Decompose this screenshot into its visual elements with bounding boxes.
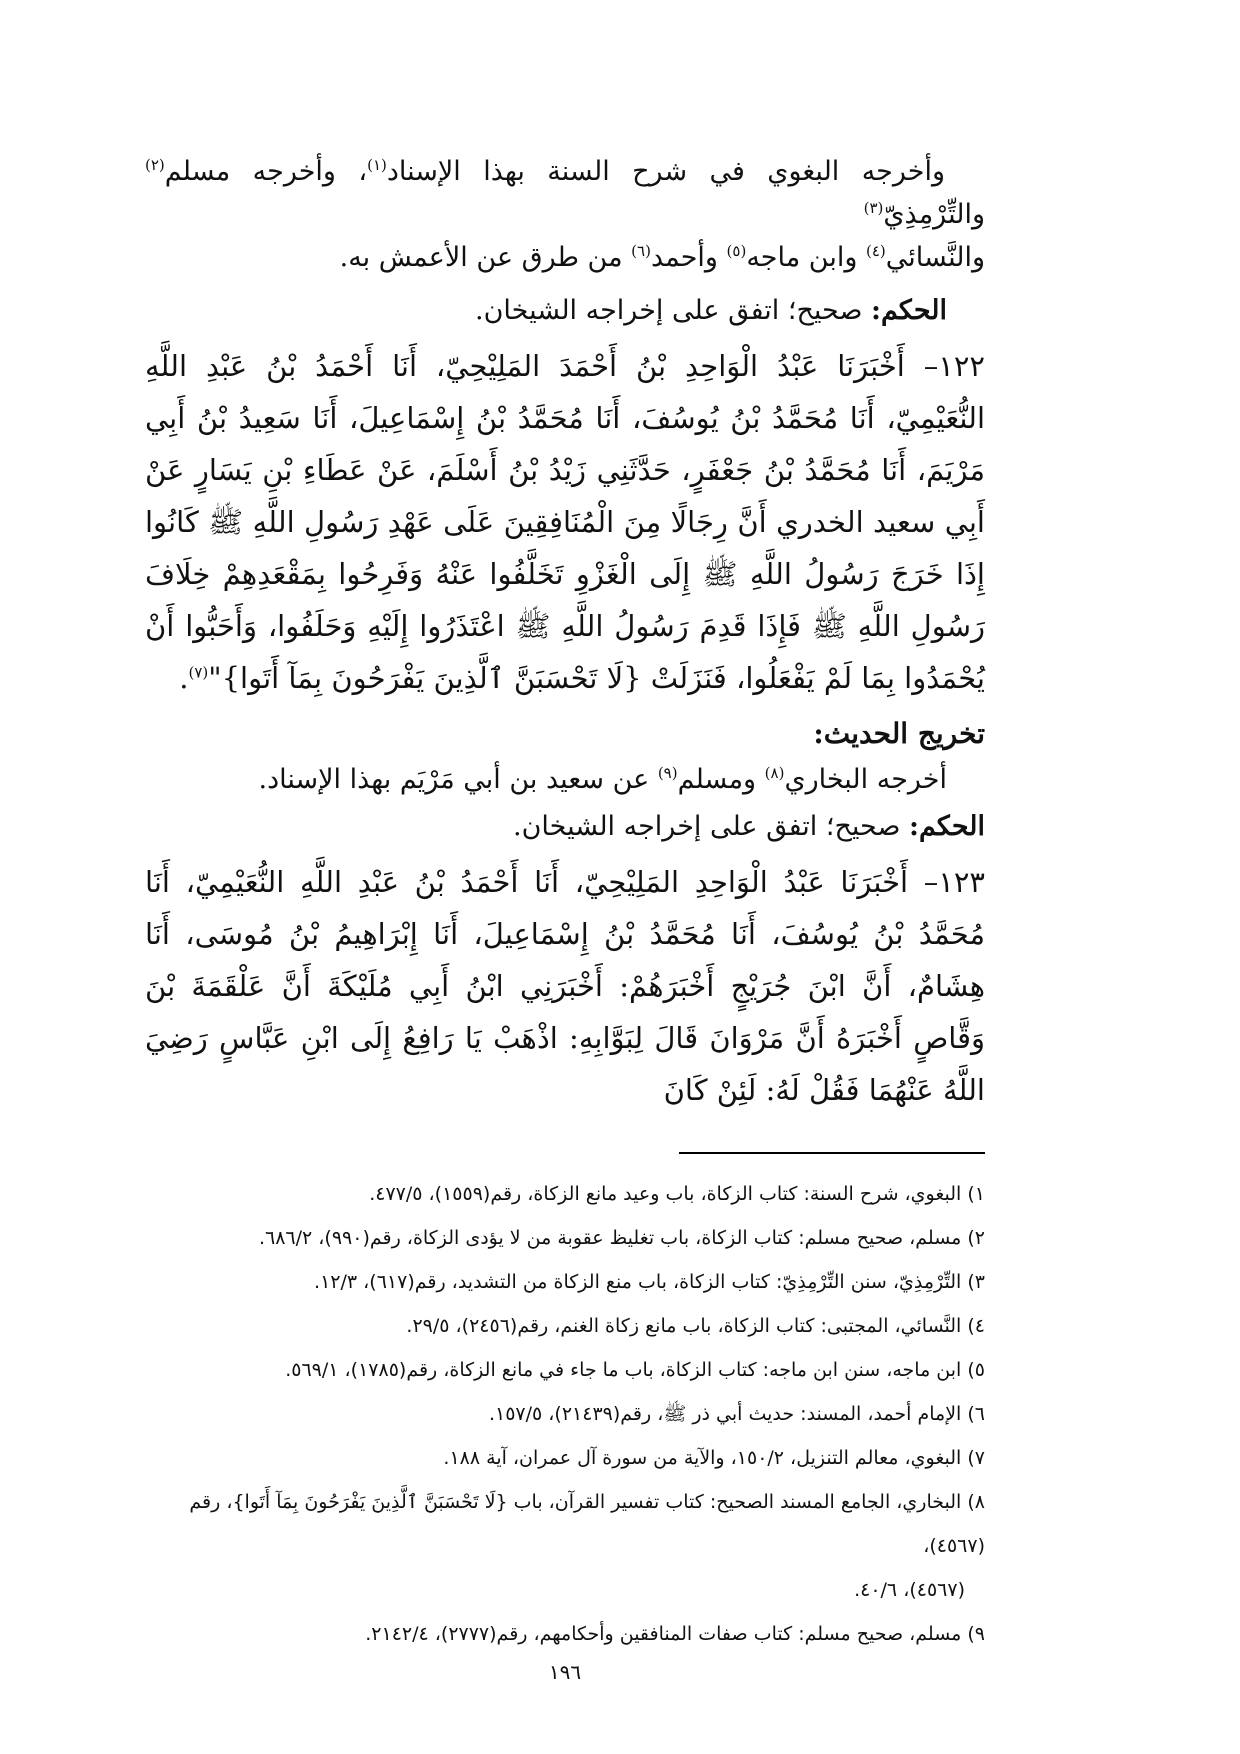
takhrij-text-1: أخرجه البخاري xyxy=(784,764,947,795)
footnote-ref-7[interactable]: (٧) xyxy=(188,663,209,682)
footnote-ref-2[interactable]: (٢) xyxy=(145,156,165,174)
footnote-2: ٢) مسلم، صحيح مسلم: كتاب الزكاة، باب تغليظ عقوبة من لا يؤدى الزكاة، رقم(٩٩٠)، ٦٨٦/٢. xyxy=(258,1227,985,1249)
takhrij-text-3: عن سعيد بن أبي مَرْيَم بهذا الإسناد. xyxy=(258,764,658,795)
intro-paragraph-cont xyxy=(145,236,985,279)
takhrij-heading: تخريج الحديث: xyxy=(813,717,985,750)
intro-text-7: من طرق عن الأعمش به. xyxy=(339,242,632,273)
footnotes xyxy=(145,1172,985,1656)
hadith-122 xyxy=(145,340,985,704)
intro-text-5: وابن ماجه xyxy=(746,242,866,273)
intro-text-3: والتِّرْمِذِيّ xyxy=(883,199,985,230)
footnote-ref-1[interactable]: (١) xyxy=(367,156,387,174)
footnote-8-continuation: (٤٥٦٧)، ٤٠/٦. xyxy=(854,1579,965,1601)
ruling-2 xyxy=(145,805,985,848)
ruling-1-text: صحيح؛ اتفق على إخراجه الشيخان. xyxy=(475,295,871,326)
footnote-3: ٣) التِّرْمِذِيّ، سنن التِّرْمِذِيّ: كتاب الزكاة، باب منع الزكاة من التشديد، رقم(٦١٧)، ١٢/٣. xyxy=(314,1271,985,1293)
footnote-4: ٤) النَّسائي، المجتبى: كتاب الزكاة، باب مانع زكاة الغنم، رقم(٢٤٥٦)، ٢٩/٥. xyxy=(406,1315,985,1337)
footnote-1: ١) البغوي، شرح السنة: كتاب الزكاة، باب وعيد مانع الزكاة، رقم(١٥٥٩)، ٤٧٧/٥. xyxy=(369,1183,985,1205)
footnote-ref-5[interactable]: (٥) xyxy=(726,242,747,260)
footnote-8: ٨) البخاري، الجامع المسند الصحيح: كتاب تفسير القرآن، باب {لَا تَحْسَبَنَّ ٱلَّذِينَ يَفْرَحُونَ بِمَآ أَتَوا}، رقم (٤٥٦٧)، xyxy=(189,1491,985,1557)
ruling-1 xyxy=(145,289,985,332)
ruling-2-label: الحكم: xyxy=(908,811,985,842)
footnote-ref-4[interactable]: (٤) xyxy=(865,242,886,260)
intro-text-2: ، وأخرجه مسلم xyxy=(164,156,368,187)
footnote-5: ٥) ابن ماجه، سنن ابن ماجه: كتاب الزكاة، باب ما جاء في مانع الزكاة، رقم(١٧٨٥)، ٥٦٩/١. xyxy=(285,1359,985,1381)
hadith-123 xyxy=(145,856,985,1116)
hadith-122-end: . xyxy=(179,661,189,695)
footnote-9: ٩) مسلم، صحيح مسلم: كتاب صفات المنافقين وأحكامهم، رقم(٢٧٧٧)، ٢١٤٢/٤. xyxy=(365,1623,985,1645)
intro-text-6: وأحمد xyxy=(650,242,727,273)
hadith-123-text: ١٢٣– أَخْبَرَنَا عَبْدُ الْوَاحِدِ المَلِيْحِيّ، أَنَا أَحْمَدُ بْنُ عَبْدِ اللَّهِ النُّعَيْمِيّ، أَنَا مُحَمَّدُ بْنُ يُوسُفَ، أَنَا مُحَمَّدُ بْنُ إِسْمَاعِيلَ، أَنَا إِبْرَاهِيمُ بْنُ مُوسَى، أَنَا هِشَامٌ، أَنَّ ابْنَ جُرَيْجٍ أَخْبَرَهُمْ: أَخْبَرَنِي ابْنُ أَبِي مُلَيْكَةَ أَنَّ عَلْقَمَةَ بْنَ وَقَّاصٍ أَخْبَرَهُ أَنَّ مَرْوَانَ قَالَ لِبَوَّابِهِ: اذْهَبْ يَا رَافِعُ إِلَى ابْنِ عَبَّاسٍ رَضِيَ اللَّهُ عَنْهُمَا فَقُلْ لَهُ: لَئِنْ كَانَ xyxy=(145,865,985,1107)
footnote-ref-6[interactable]: (٦) xyxy=(631,242,651,260)
footnote-ref-8[interactable]: (٨) xyxy=(764,764,785,782)
takhrij-text-2: ومسلم xyxy=(677,764,765,795)
footnote-7: ٧) البغوي، معالم التنزيل، ١٥٠/٢، والآية من سورة آل عمران، آية ١٨٨. xyxy=(443,1447,985,1469)
intro-paragraph xyxy=(145,150,985,236)
hadith-122-text: ١٢٢– أَخْبَرَنَا عَبْدُ الْوَاحِدِ بْنُ أَحْمَدَ المَلِيْحِيّ، أَنَا أَحْمَدُ بْنُ عَبْدِ اللَّهِ النُّعَيْمِيّ، أَنَا مُحَمَّدُ بْنُ يُوسُفَ، أَنَا مُحَمَّدُ بْنُ إِسْمَاعِيلَ، أَنَا سَعِيدُ بْنُ أَبِي مَرْيَمَ، أَنَا مُحَمَّدُ بْنُ جَعْفَرٍ، حَدَّثَنِي زَيْدُ بْنُ أَسْلَمَ، عَنْ عَطَاءِ بْنِ يَسَارٍ عَنْ أَبِي سعيد الخدري أَنَّ رِجَالًا مِنَ الْمُنَافِقِينَ عَلَى عَهْدِ رَسُولِ اللَّهِ ﷺ كَانُوا إِذَا خَرَجَ رَسُولُ اللَّهِ ﷺ إِلَى الْغَزْوِ تَخَلَّفُوا عَنْهُ وَفَرِحُوا بِمَقْعَدِهِمْ خِلَافَ رَسُولِ اللَّهِ ﷺ فَإِذَا قَدِمَ رَسُولُ اللَّهِ ﷺ اعْتَذَرُوا إِلَيْهِ وَحَلَفُوا، وَأَحَبُّوا أَنْ يُحْمَدُوا بِمَا لَمْ يَفْعَلُوا، فَنَزَلَتْ {لَا تَحْسَبَنَّ ٱلَّذِينَ يَفْرَحُونَ بِمَآ أَتَوا}" xyxy=(145,349,985,695)
footnote-ref-3[interactable]: (٣) xyxy=(863,199,884,217)
ruling-2-text: صحيح؛ اتفق على إخراجه الشيخان. xyxy=(513,811,909,842)
footnote-ref-9[interactable]: (٩) xyxy=(657,764,678,782)
takhrij-paragraph xyxy=(145,758,985,801)
footnote-6: ٦) الإمام أحمد، المسند: حديث أبي ذر ﷺ، رقم(٢١٤٣٩)، ١٥٧/٥. xyxy=(488,1403,985,1425)
ruling-1-label: الحكم: xyxy=(870,295,947,326)
footnote-separator xyxy=(679,1152,985,1154)
page-number: ١٩٦ xyxy=(548,1660,582,1684)
intro-text-4: والنَّسائي xyxy=(885,242,985,273)
intro-text-1: وأخرجه البغوي في شرح السنة بهذا الإسناد xyxy=(386,156,946,187)
